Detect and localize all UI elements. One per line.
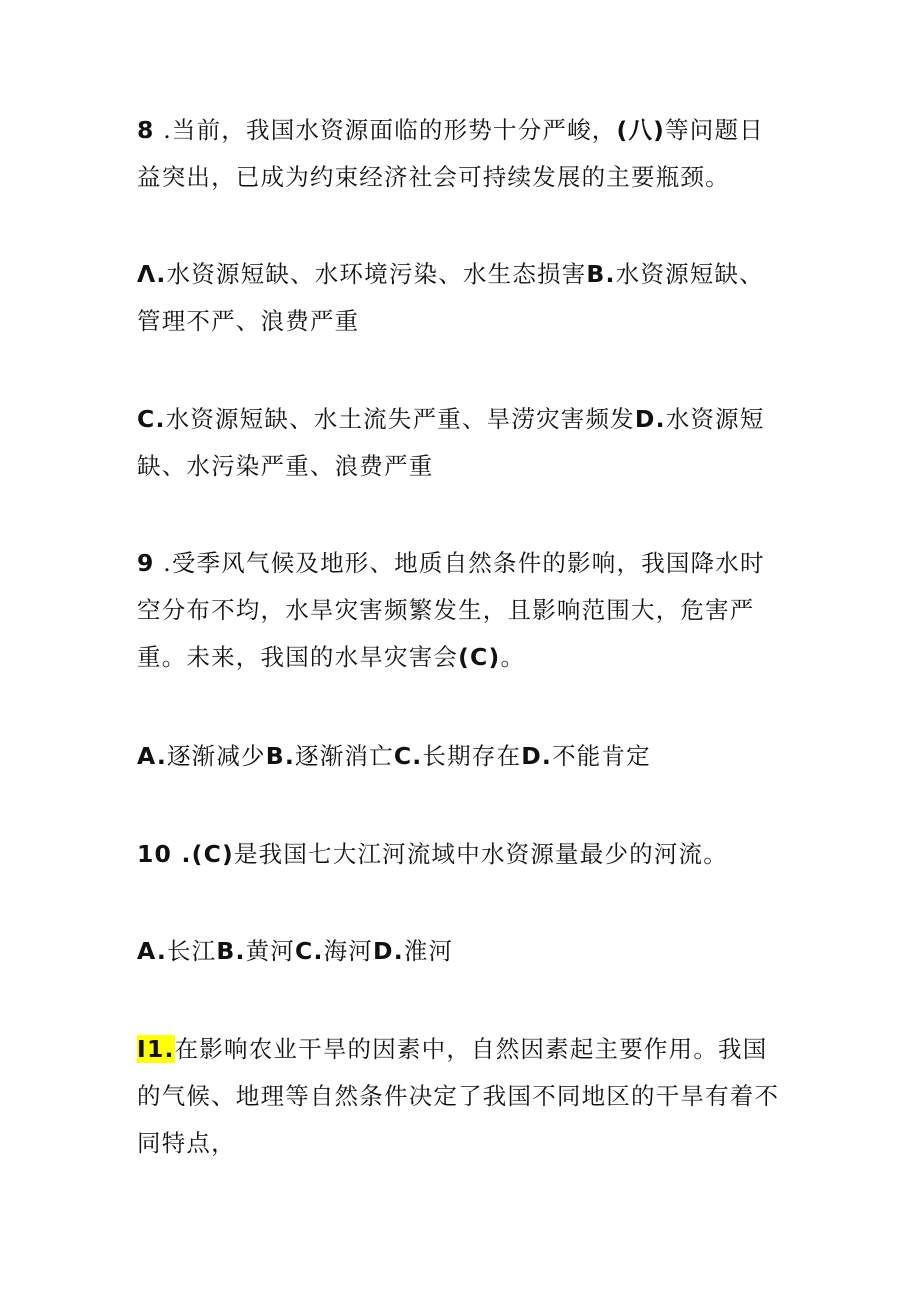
question-number: 9 bbox=[137, 549, 155, 577]
question-9 bbox=[137, 540, 787, 681]
option-d-label: D. bbox=[521, 742, 553, 770]
question-text: .当前，我国水资源面临的形势十分严峻， bbox=[154, 116, 617, 144]
option-c-label: C. bbox=[137, 405, 166, 433]
question-10-options bbox=[137, 928, 787, 975]
option-d-label: D. bbox=[634, 405, 666, 433]
option-a-label: A. bbox=[137, 937, 167, 965]
option-d-text: 淮河 bbox=[403, 937, 454, 965]
option-b-label: B. bbox=[216, 937, 246, 965]
answer-mark: (C) bbox=[458, 643, 501, 671]
option-a-text: 长江 bbox=[166, 937, 217, 965]
option-b-text: 水资源短缺、管理不严、浪费严重 bbox=[137, 260, 764, 335]
question-text: 是我国七大江河流域中水资源量最少的河流。 bbox=[233, 840, 728, 868]
option-b-label: B. bbox=[586, 260, 616, 288]
option-d-label: D. bbox=[373, 937, 404, 965]
option-d-text: 不能肯定 bbox=[552, 742, 651, 770]
option-a-text: 水资源短缺、水环境污染、水生态损害 bbox=[166, 260, 587, 288]
answer-mark: (八) bbox=[616, 116, 666, 144]
question-8 bbox=[137, 107, 787, 201]
question-text-continued: 等问题日益突出，已成为约束经济社会可持续发展的主要瓶颈。 bbox=[137, 116, 764, 191]
question-11 bbox=[137, 1026, 787, 1167]
option-a-label: Λ. bbox=[137, 260, 167, 288]
option-d-text: 水资源短缺、水污染严重、浪费严重 bbox=[137, 405, 765, 480]
option-b-text: 黄河 bbox=[245, 937, 296, 965]
question-number: 10 bbox=[137, 840, 173, 868]
question-9-options bbox=[137, 733, 787, 780]
option-b-text: 逐渐消亡 bbox=[295, 742, 394, 770]
question-8-options-cd bbox=[137, 396, 787, 490]
option-c-text: 水资源短缺、水土流失严重、旱涝灾害频发 bbox=[165, 405, 635, 433]
question-number: 8 bbox=[137, 116, 155, 144]
question-text-continued: 。 bbox=[500, 643, 526, 671]
question-text: 在影响农业干旱的因素中，自然因素起主要作用。我国的气候、地理等自然条件决定了我国不同地区的干旱有着不同特点， bbox=[137, 1035, 780, 1157]
option-c-text: 长期存在 bbox=[422, 742, 522, 770]
question-separator: . bbox=[172, 840, 192, 868]
option-c-label: C. bbox=[295, 937, 324, 965]
question-8-options-ab bbox=[137, 251, 787, 345]
option-b-label: B. bbox=[265, 742, 296, 770]
option-c-text: 海河 bbox=[323, 937, 373, 965]
question-text: .受季风气候及地形、地质自然条件的影响，我国降水时空分布不均，水旱灾害频繁发生，且影响范围大，危害严重。未来，我国的水旱灾害会 bbox=[137, 549, 765, 671]
highlighted-question-number: I1. bbox=[137, 1035, 175, 1063]
question-10 bbox=[137, 831, 787, 878]
option-a-text: 逐渐减少 bbox=[166, 742, 266, 770]
answer-mark: (C) bbox=[191, 840, 234, 868]
option-c-label: C. bbox=[393, 742, 423, 770]
option-a-label: A. bbox=[137, 742, 167, 770]
